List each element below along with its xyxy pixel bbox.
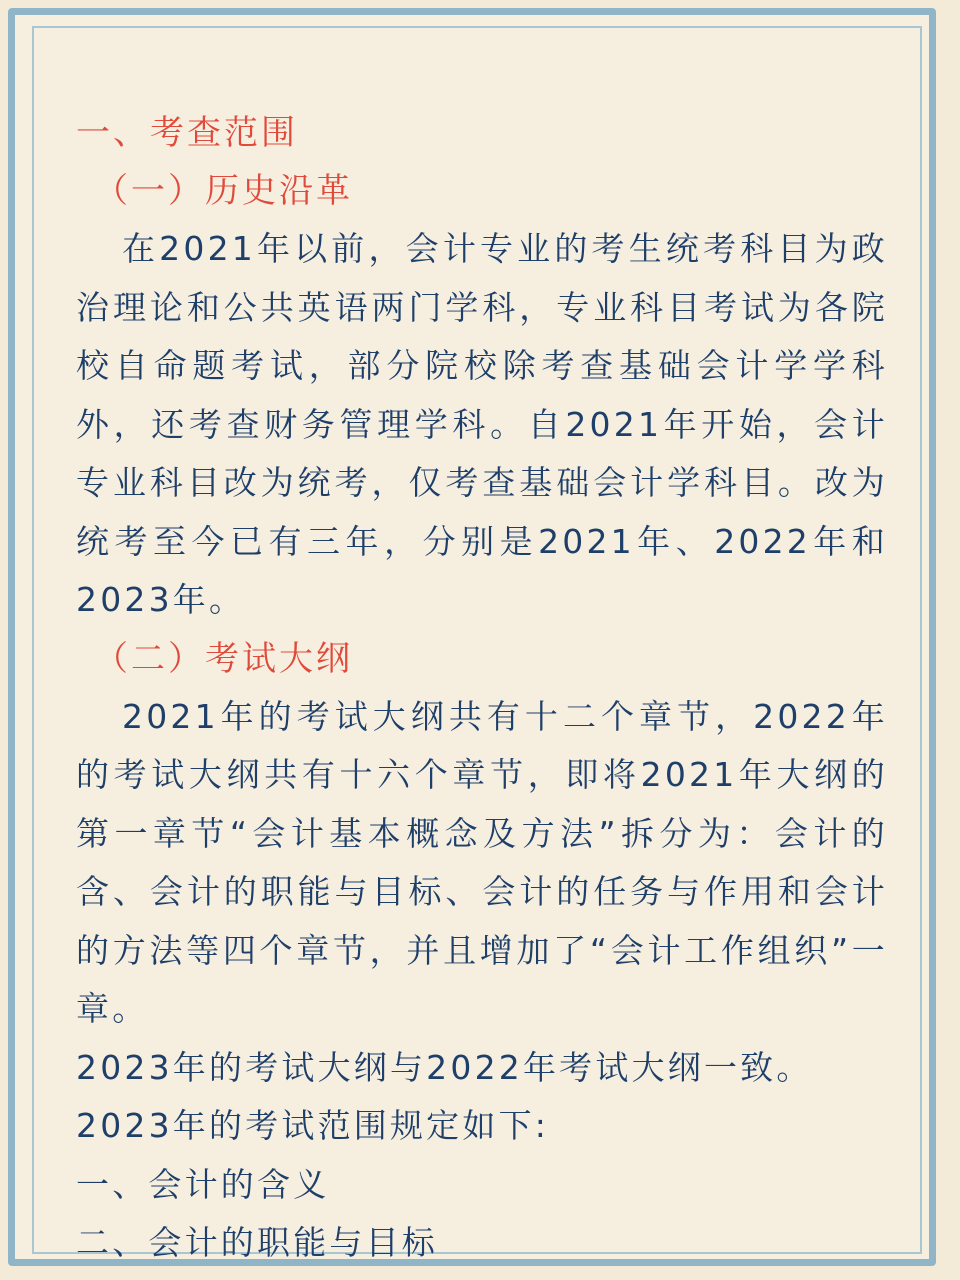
history-heading: （一）历史沿革 — [94, 171, 353, 211]
outline-paragraph: 2021年的考试大纲共有十二个章节，2022年的考试大纲共有十六个章节，即将2021年大纲的第一章节“会计基本概念及方法”拆分为：会计的含、会计的职能与目标、会计的任务与作用和会计的方法等四个章节，并且增加了“会计工作组织”一章。 — [76, 696, 888, 1028]
scope-item: 一、会计的含义 — [76, 1164, 330, 1204]
outline-heading: （二）考试大纲 — [94, 638, 353, 679]
section-heading: 一、考查范围 — [76, 113, 298, 153]
scope-intro-line: 2023年的考试范围规定如下: — [76, 1106, 550, 1145]
outline-consistency-line: 2023年的考试大纲与2022年考试大纲一致。 — [76, 1047, 813, 1087]
document-content — [76, 104, 888, 1273]
history-paragraph: 在2021年以前，会计专业的考生统考科目为政治理论和公共英语两门学科，专业科目考试为各院校自命题考试，部分院校除考查基础会计学学科外，还考查财务管理学科。自2021年开始，会计专业科目改为统考，仅考查基础会计学科目。改为统考至今已有三年，分别是2021年、2022年和2023年。 — [76, 229, 888, 619]
scope-item: 二、会计的职能与目标 — [76, 1223, 438, 1262]
